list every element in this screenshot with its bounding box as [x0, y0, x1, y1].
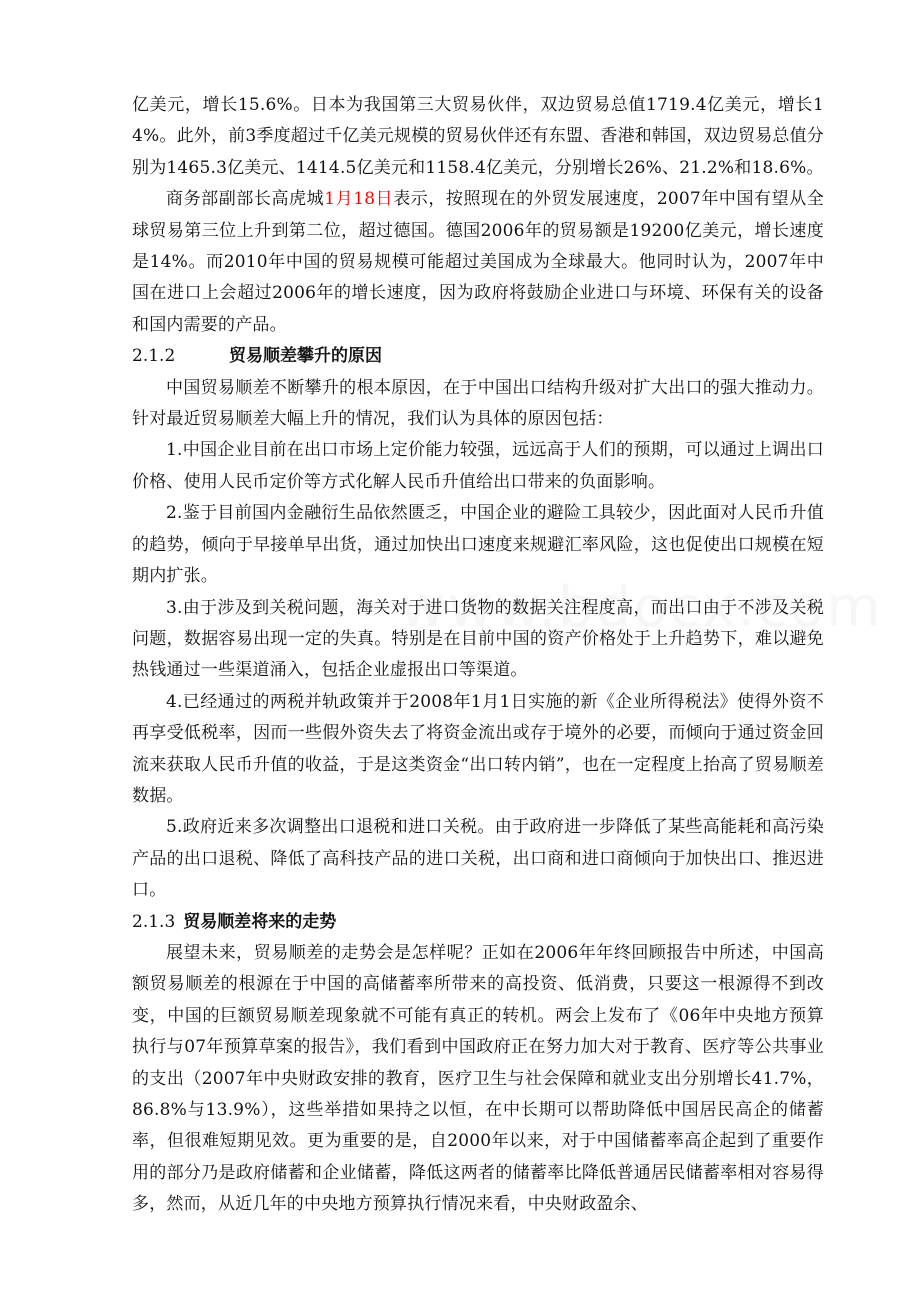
- paragraph-text-before-date: 商务部副部长高虎城: [166, 189, 325, 210]
- list-item-reason-3: 3.由于涉及到关税问题，海关对于进口货物的数据关注程度高，而出口由于不涉及关税问题，数据容易出现一定的失真。特别是在目前中国的资产价格处于上升趋势下，难以避免热钱通过一些渠道涌入，包括企业虚报出口等渠道。: [132, 597, 824, 681]
- list-item-reason-4: 4.已经通过的两税并轨政策并于2008年1月1日实施的新《企业所得税法》使得外资不再享受低税率，因而一些假外资失去了将资金流出或存于境外的必要，而倾向于通过资金回流来获取人民币升值的收益，于是这类资金“出口转内销”，也在一定程度上抬高了贸易顺差数据。: [132, 691, 824, 806]
- paragraph-trade-partners: 亿美元，增长15.6%。日本为我国第三大贸易伙伴，双边贸易总值1719.4亿美元，增长14%。此外，前3季度超过千亿美元规模的贸易伙伴还有东盟、香港和韩国，双边贸易总值分别为1465.3亿美元、1414.5亿美元和1158.4亿美元，分别增长26%、21.2%和18.6%。: [132, 95, 824, 178]
- section-number: 2.1.3: [132, 911, 176, 932]
- highlighted-date: 1月18日: [324, 189, 394, 210]
- list-item-reason-1: 1.中国企业目前在出口市场上定价能力较强，远远高于人们的预期，可以通过上调出口价格、使用人民币定价等方式化解人民币升值给出口带来的负面影响。: [132, 440, 824, 492]
- list-item-reason-2: 2.鉴于目前国内金融衍生品依然匮乏，中国企业的避险工具较少，因此面对人民币升值的趋势，倾向于早接单早出货，通过加快出口速度来规避汇率风险，这也促使出口规模在短期内扩张。: [132, 503, 824, 587]
- section-title: 贸易顺差攀升的原因: [229, 346, 382, 367]
- paragraph-vice-minister: [132, 184, 824, 341]
- section-heading-2-1-2: [132, 341, 824, 372]
- section-title: 贸易顺差将来的走势: [183, 911, 337, 932]
- paragraph-root-cause: 中国贸易顺差不断攀升的根本原因，在于中国出口结构升级对扩大出口的强大推动力。针对最近贸易顺差大幅上升的情况，我们认为具体的原因包括：: [132, 377, 824, 430]
- list-item-reason-5: 5.政府近来多次调整出口退税和进口关税。由于政府进一步降低了某些高能耗和高污染产品的出口退税、降低了高科技产品的进口关税，出口商和进口商倾向于加快出口、推迟进口。: [132, 817, 824, 901]
- paragraph-text-after-date: 表示，按照现在的外贸发展速度，2007年中国有望从全球贸易第三位上升到第二位，超过德国。德国2006年的贸易额是19200亿美元，增长速度是14%。而2010年中国的贸易规模可能超过美国成为全球最大。他同时认为，2007年中国在进口上会超过2006年的增长速度，因为政府将鼓励企业进口与环境、环保有关的设备和国内需要的产品。: [132, 189, 824, 335]
- section-number: 2.1.2: [132, 346, 176, 367]
- paragraph-future-trend: 展望未来，贸易顺差的走势会是怎样呢？正如在2006年年终回顾报告中所述，中国高额贸易顺差的根源在于中国的高储蓄率所带来的高投资、低消费，只要这一根源得不到改变，中国的巨额贸易顺差现象就不可能有真正的转机。两会上发布了《06年中央地方预算执行与07年预算草案的报告》，我们看到中国政府正在努力加大对于教育、医疗等公共事业的支出（2007年中央财政安排的教育，医疗卫生与社会保障和就业支出分别增长41.7%，86.8%与13.9%），这些举措如果持之以恒，在中长期可以帮助降低中国居民高企的储蓄率，但很难短期见效。更为重要的是，自2000年以来，对于中国储蓄率高企起到了重要作用的部分乃是政府储蓄和企业储蓄，降低这两者的储蓄率比降低普通居民储蓄率相对容易得多，然而，从近几年的中央地方预算执行情况来看，中央财政盈余、: [132, 942, 824, 1215]
- document-body: [132, 90, 824, 1221]
- section-heading-2-1-3: [132, 907, 824, 938]
